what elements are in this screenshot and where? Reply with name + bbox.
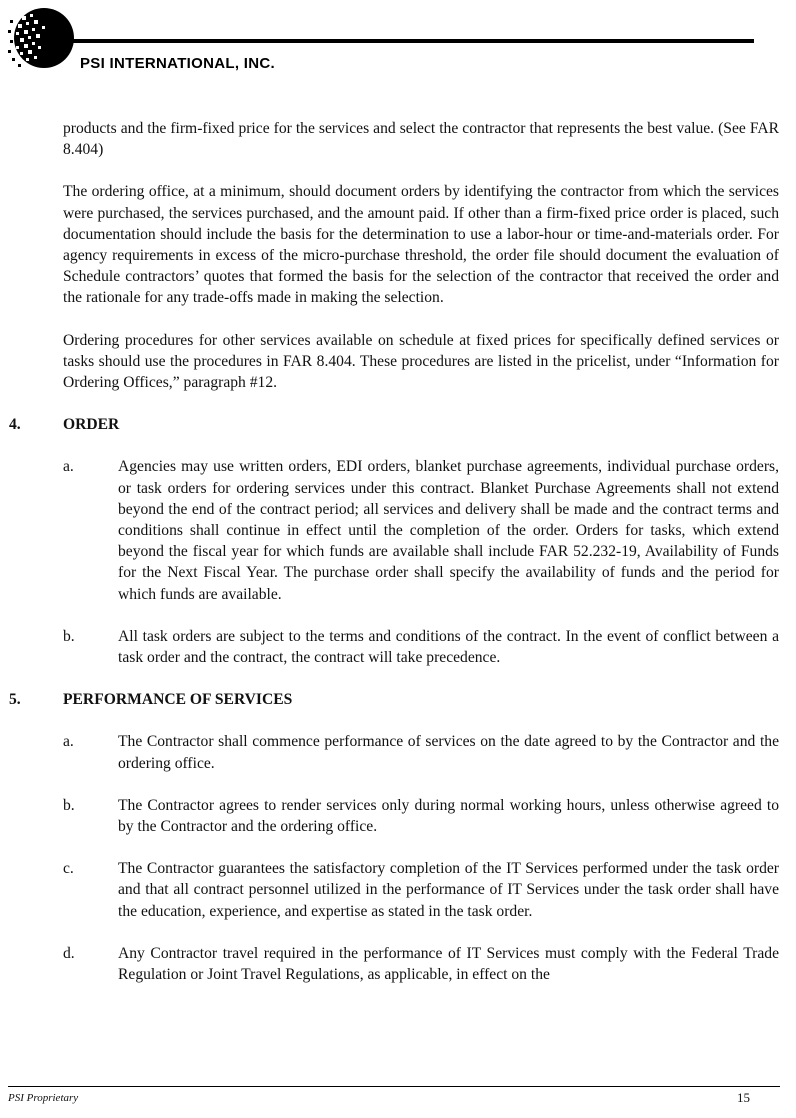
item-label: b. <box>63 796 75 814</box>
company-name: PSI INTERNATIONAL, INC. <box>80 55 275 72</box>
item-text: The Contractor shall commence performance of services on the date agreed to by the Contractor and the ordering office. <box>118 733 779 772</box>
item-label: a. <box>63 733 74 751</box>
item-text: All task orders are subject to the terms and conditions of the contract. In the event of conflict between a task order and the contract, the contract will take precedence. <box>118 627 779 667</box>
item-label: b. <box>63 627 75 645</box>
footer-proprietary: PSI Proprietary <box>8 1092 79 1104</box>
section-5-number: 5. <box>9 691 21 709</box>
dotted-circle-logo-icon <box>8 6 80 70</box>
section-5-item-d <box>63 943 779 985</box>
document-body <box>0 118 796 1006</box>
section-4-title: ORDER <box>63 416 120 434</box>
item-label: c. <box>63 860 74 878</box>
paragraph-1: products and the firm-fixed price for the services and select the contractor that represents the best value. (See FAR 8.404) <box>63 120 779 159</box>
section-5-heading <box>0 689 796 710</box>
item-text: Agencies may use written orders, EDI orders, blanket purchase agreements, individual purchase orders, or task orders for ordering services under this contract. Blanket Purchase Agreements shall not extend beyond the end of the contract period; all services and delivery shall be made and the contract terms and conditions shall continue in effect until the completion of the order. Orders for tasks, which extend beyond the fiscal year for which funds are available shall include FAR 52.232-19, Availability of Funds for the Next Fiscal Year. The purchase order shall specify the availability of funds and the period for which funds are available. <box>118 458 779 603</box>
paragraph-3: Ordering procedures for other services available on schedule at fixed prices for specifically defined services or tasks should use the procedures in FAR 8.404. These procedures are listed in the pricelist, under “Information for Ordering Offices,” paragraph #12. <box>63 331 779 392</box>
header-rule <box>58 39 754 43</box>
footer-rule <box>8 1086 780 1087</box>
paragraph-2: The ordering office, at a minimum, should document orders by identifying the contractor from which the services were purchased, the services purchased, and the amount paid. If other than a firm-fixed price order is placed, such documentation should include the basis for the determination to use a labor-hour or time-and-materials order. For agency requirements in excess of the micro-purchase threshold, the order file should document the evaluation of Schedule contractors’ quotes that formed the basis for the selection of the contractor that received the order and the rationale for any trade-offs made in making the selection. <box>63 183 779 307</box>
page-number: 15 <box>737 1090 750 1105</box>
section-5-title: PERFORMANCE OF SERVICES <box>63 691 293 709</box>
item-label: a. <box>63 458 74 476</box>
item-text: Any Contractor travel required in the performance of IT Services must comply with the Federal Trade Regulation or Joint Travel Regulations, as applicable, in effect on the <box>118 944 779 984</box>
section-4-heading <box>0 414 796 435</box>
section-5-item-c <box>63 858 779 922</box>
section-5-item-b <box>63 795 779 837</box>
section-4-item-b <box>63 626 779 668</box>
item-text: The Contractor agrees to render services only during normal working hours, unless otherwise agreed to by the Contractor and the ordering office. <box>118 796 779 836</box>
item-label: d. <box>63 944 75 962</box>
section-4-number: 4. <box>9 416 21 434</box>
section-5-item-a <box>63 731 779 773</box>
item-text: The Contractor guarantees the satisfactory completion of the IT Services performed under the task order and that all contract personnel utilized in the performance of IT Services under the task order shall have the education, experience, and expertise as stated in the task order. <box>118 860 779 920</box>
section-4-item-a <box>63 456 779 604</box>
